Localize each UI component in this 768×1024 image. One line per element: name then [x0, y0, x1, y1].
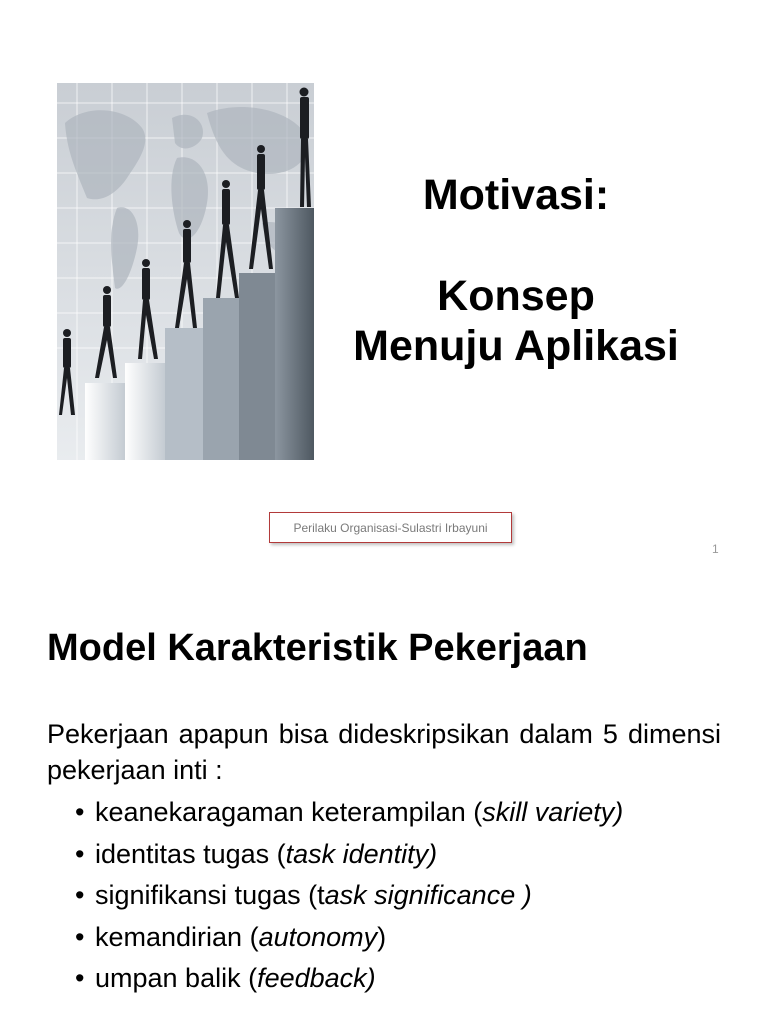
bullet-italic: feedback) — [257, 963, 376, 993]
slide-2 — [0, 580, 768, 1024]
slide-2-title: Model Karakteristik Pekerjaan — [47, 627, 588, 669]
footer-author-box: Perilaku Organisasi-Sulastri Irbayuni — [269, 512, 512, 543]
bullet-dot: • — [75, 880, 85, 910]
title-line-2: Konsep — [437, 271, 595, 320]
bullet-item — [75, 875, 623, 917]
bullet-item — [75, 834, 623, 876]
bullet-after: ) — [377, 921, 387, 952]
bullet-dot: • — [75, 838, 85, 869]
bullet-text: umpan balik ( — [95, 963, 258, 993]
bullet-italic: autonomy — [258, 921, 378, 952]
bullet-item — [75, 792, 623, 834]
bullet-italic: skill variety) — [482, 797, 624, 827]
title-line-3: Menuju Aplikasi — [353, 322, 679, 371]
bullet-item — [75, 958, 623, 1000]
bullet-italic: task identity) — [285, 838, 438, 869]
bullet-list — [75, 792, 623, 1000]
bullet-dot: • — [75, 797, 85, 827]
slide-number: 1 — [712, 542, 719, 556]
bullet-dot: • — [75, 963, 85, 993]
bullet-item — [75, 917, 623, 959]
slide-1-title — [320, 170, 712, 372]
bullet-text: signifikansi tugas (t — [95, 880, 325, 910]
bullet-dot: • — [75, 921, 85, 952]
bullet-italic: ask significance ) — [324, 880, 532, 910]
businessmen-climbing-steps-image — [57, 83, 314, 460]
title-line-1: Motivasi: — [422, 171, 610, 219]
intro-paragraph: Pekerjaan apapun bisa dideskripsikan dalam 5 dimensi pekerjaan inti : — [47, 719, 721, 785]
bullet-text: identitas tugas ( — [95, 838, 286, 869]
bullet-text: kemandirian ( — [95, 921, 259, 952]
bullet-text: keanekaragaman keterampilan ( — [95, 797, 483, 827]
